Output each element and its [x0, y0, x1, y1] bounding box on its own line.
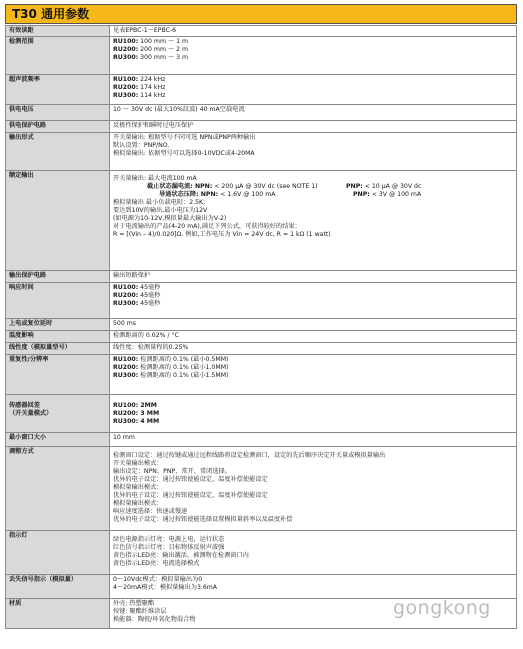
table-row: [6, 575, 517, 599]
row-label: 输出保护电路: [6, 271, 110, 283]
row-value: 反极性保护和瞬时过电压保护: [110, 121, 517, 133]
row-value: 检测距离的 0.02% / °C: [110, 331, 517, 343]
row-value: 见表EPBC-1～EPBC-6: [110, 26, 517, 37]
section-title: T30 通用参数: [12, 7, 90, 21]
row-label: 有效读距: [6, 26, 110, 37]
table-row: [6, 133, 517, 171]
row-value: 绿色电源指示灯亮：电源上电，运行状态 红色信号指示灯亮：目标物体反射声波强 黄色指示LED亮：输出激活，被测物在检测窗口内 黄色指示LED亮：电流选择模式: [110, 531, 517, 575]
table-row: [6, 331, 517, 343]
table-row: [6, 433, 517, 447]
row-label: 检测范围: [6, 37, 110, 75]
row-value: 外壳: 热塑聚酯 按键: 聚酯纤维涂层 换能器：陶瓷/环氧化物混合物: [110, 599, 517, 629]
row-value: 线性度：检测量程的0.25%: [110, 343, 517, 355]
row-value: 输出短路保护: [110, 271, 517, 283]
row-value: 0～10Vdc模式：模拟量输出为0 4～20mA模式：模拟量输出为3.6mA: [110, 575, 517, 599]
row-value: 10 ～ 30V dc (最大10%纹波) 40 mA空载电流: [110, 105, 517, 121]
watermark-text: gongkong: [393, 597, 491, 619]
table-row: [6, 105, 517, 121]
row-label: 传感器回差 （开关量模式）: [6, 395, 110, 433]
table-row: [6, 37, 517, 75]
row-label: 材质: [6, 599, 110, 629]
row-label: 重复性/分辨率: [6, 355, 110, 395]
row-value: RU100: 2MM RU200: 3 MM RU300: 4 MM: [110, 395, 517, 433]
table-row: [6, 26, 517, 37]
row-label: 线性度（模拟量型号）: [6, 343, 110, 355]
row-value: 检测窗口设定：通过按键或通过远程线路将设定检测窗口，设定的先后顺序决定开关量或模拟量输出 开关量输出模式： 输出设定：NPN、PNP、常开、常闭选择。 优异的电子设定：通过按钮使能设定，温度补偿使能设定 模拟量输出模式： 优异的电子设定：通过按钮使能设定，温度补偿使能设定 模拟量输出模式： 响应速度选择：快速或慢速 优异的电子设定：通过按钮使能选择设置模拟量斜率以及温度补偿: [110, 447, 517, 531]
row-label: 温度影响: [6, 331, 110, 343]
row-label: 供电电压: [6, 105, 110, 121]
table-row: [6, 283, 517, 319]
row-label: 最小窗口大小: [6, 433, 110, 447]
table-row: [6, 319, 517, 331]
row-label: 指示灯: [6, 531, 110, 575]
row-label: 供电保护电路: [6, 121, 110, 133]
table-row: [6, 75, 517, 105]
row-value: RU100: 224 kHz RU200: 174 kHz RU300: 114 kHz: [110, 75, 517, 105]
row-value: RU100: 检测距离的 0.1% (最小0.5MM) RU200: 检测距离的 0.1% (最小1.0MM) RU300: 检测距离的 0.1% (最小1.5MM): [110, 355, 517, 395]
table-row: [6, 121, 517, 133]
row-value: RU100: 45毫秒 RU200: 45毫秒 RU300: 45毫秒: [110, 283, 517, 319]
table-row: [6, 343, 517, 355]
row-value: 开关量输出: 最大电流100 mA 截止状态漏电流: NPN: < 200 μA @ 30V dc (see NOTE 1) PNP: < 10 μA @ 30V dc 导通状态压降: NPN: < 1.6V @ 100 mA PNP: < 3V @ 100 mA 模拟量输出 最小负载电阻：2.5K; 要达到10V的输出,最小电压为12V (如电源为10-12V,模拟量最大输出为V-2) 对于电流输出的产品(4-20 mA),满足下列公式，可获得较好的结果： R = [(Vin – 4)/0.020]Ω. 例如,工作电压为 Vin = 24V dc, R = 1 kΩ (1 watt): [110, 171, 517, 271]
table-row: [6, 171, 517, 271]
row-label: 丢失信号指示（模拟量）: [6, 575, 110, 599]
table-row: [6, 447, 517, 531]
row-label: 额定输出: [6, 171, 110, 271]
spec-table: [5, 25, 517, 629]
section-header: [5, 4, 517, 24]
row-value: RU100: 100 mm ～ 1 m RU200: 200 mm ～ 2 m RU300: 300 mm ～ 3 m: [110, 37, 517, 75]
row-value: 10 mm: [110, 433, 517, 447]
row-label: 上电或复位延时: [6, 319, 110, 331]
table-row: [6, 395, 517, 433]
row-label: 调整方式: [6, 447, 110, 531]
row-label: 响应时间: [6, 283, 110, 319]
row-label: 超声波频率: [6, 75, 110, 105]
table-row: [6, 531, 517, 575]
row-value: 500 ms: [110, 319, 517, 331]
row-value: 开关量输出: 根据型号不同可选 NPN或PNP两种输出 默认设置：PNP/NO. 模拟量输出: 依据型号可以选择0-10VDC或4-20MA: [110, 133, 517, 171]
table-row: [6, 355, 517, 395]
row-label: 输出形式: [6, 133, 110, 171]
table-row: [6, 271, 517, 283]
